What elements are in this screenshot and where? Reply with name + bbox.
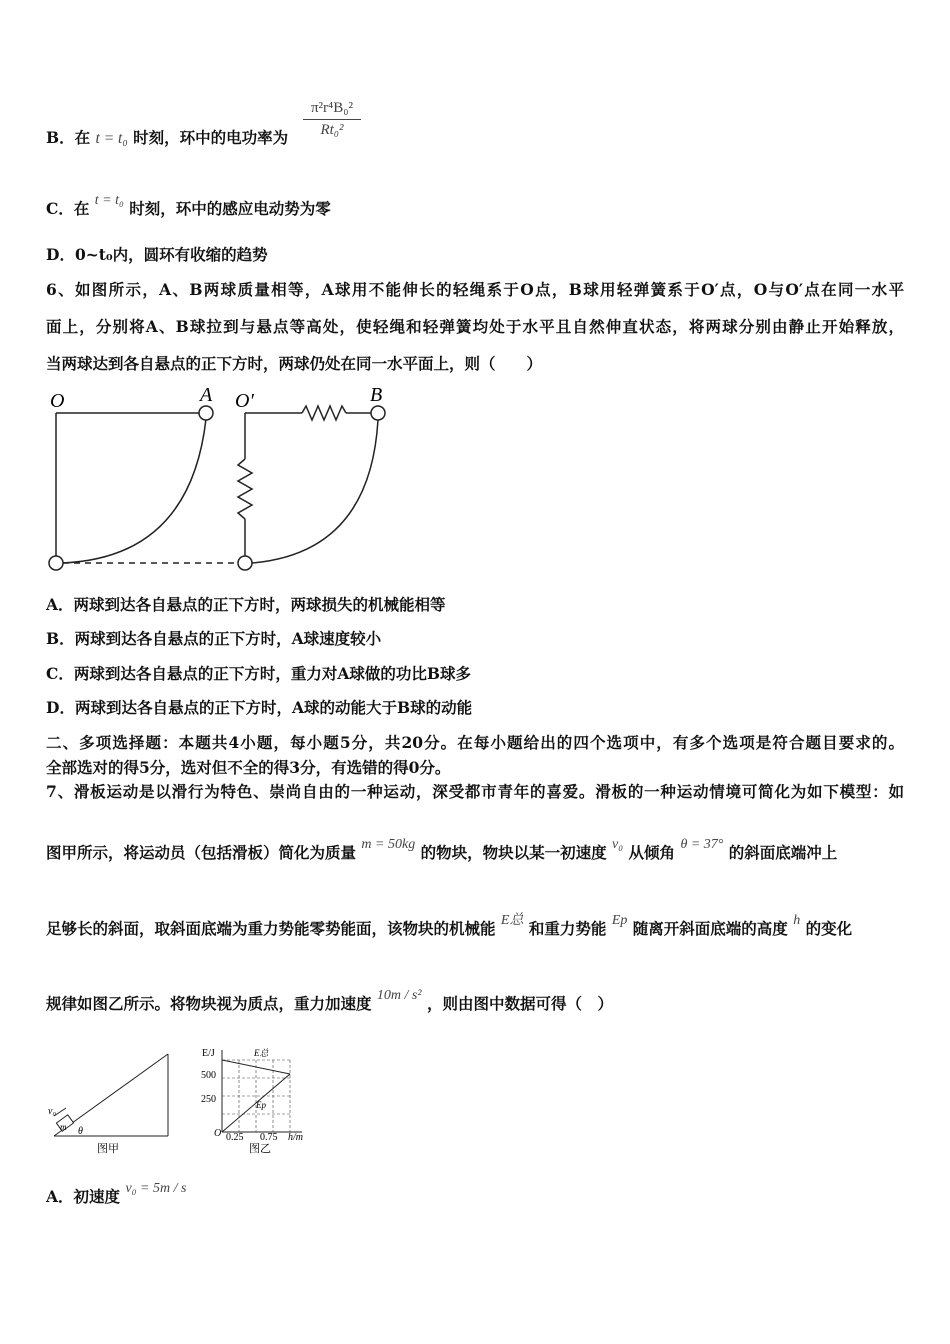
ball-a-start	[199, 406, 213, 420]
e-total-math: E总	[500, 913, 524, 928]
q6-option-c: C．两球到达各自悬点的正下方时，重力对A球做的功比B球多	[46, 664, 471, 683]
figure-yi-caption: 图乙	[249, 1143, 271, 1155]
y-axis-label: E/J	[202, 1048, 215, 1059]
q6-option-a: A．两球到达各自悬点的正下方时，两球损失的机械能相等	[46, 595, 446, 614]
theta-math: θ = 37°	[680, 837, 724, 852]
x-axis-label: h/m	[288, 1132, 303, 1143]
v0-math: v₀	[612, 837, 624, 852]
label-o-prime: O′	[235, 390, 254, 412]
ball-b-start	[371, 406, 385, 420]
label-b: B	[370, 384, 383, 406]
ball-b-trajectory	[252, 420, 378, 563]
gravity-math: 10m / s²	[376, 988, 422, 1003]
ep-label: Ep	[256, 1100, 266, 1110]
ball-a-end	[49, 556, 63, 570]
q7-figure-jia	[44, 1050, 174, 1155]
q6-stem-line2: 面上，分别将A、B球拉到与悬点等高处，使轻绳和轻弹簧均处于水平且自然伸直状态，将两球分别由静止开始释放，	[46, 317, 904, 336]
q5-option-b: B．在 t = t₀ 时刻，环中的电功率为	[46, 128, 289, 147]
q6-stem-line1: 6、如图所示，A、B两球质量相等，A球用不能伸长的轻绳系于O点，B球用轻弹簧系于O′点，O与O′点在同一水平	[46, 280, 904, 299]
section2-heading: 二、多项选择题：本题共4小题，每小题5分，共20分。在每小题给出的四个选项中，有多个选项是符合题目要求的。	[46, 733, 904, 752]
grid	[222, 1060, 290, 1132]
y-tick-250: 250	[201, 1094, 216, 1105]
section2-scoring: 全部选对的得5分，选对但不全的得3分，有选错的得0分。	[46, 758, 451, 777]
incline-angle: θ	[78, 1126, 83, 1137]
e-total-label: E总	[254, 1048, 269, 1058]
y-tick-500: 500	[201, 1070, 216, 1081]
q7-figure-yi	[198, 1040, 318, 1155]
q7-stem-line4: 规律如图乙所示。将物块视为质点，重力加速度 10m / s² ，则由图中数据可得（ ）	[46, 988, 613, 1013]
q7-stem-line1: 7、滑板运动是以滑行为特色、崇尚自由的一种运动，深受都市青年的喜爱。滑板的一种运动情境可简化为如下模型：如	[46, 782, 904, 801]
figure-jia-caption: 图甲	[97, 1143, 119, 1155]
option-a-math: v₀ = 5m / s	[125, 1181, 187, 1196]
q7-option-a: A．初速度 v₀ = 5m / s	[46, 1181, 187, 1206]
h-math: h	[793, 913, 801, 928]
q6-figure	[40, 383, 400, 578]
mass-math: m = 50kg	[361, 837, 416, 852]
label-a: A	[200, 384, 213, 406]
q5-b-math: t = t₀	[95, 130, 128, 147]
q6-option-d: D．两球到达各自悬点的正下方时，A球的动能大于B球的动能	[46, 698, 473, 717]
ball-b-end	[238, 556, 252, 570]
q5-option-d: D．0~t₀内，圆环有收缩的趋势	[46, 245, 268, 264]
fraction-numerator: π²r⁴B₀²	[303, 100, 361, 120]
fraction-denominator: Rt₀²	[320, 122, 344, 138]
q7-stem-line2: 图甲所示，将运动员（包括滑板）简化为质量 m = 50kg 的物块，物块以某一初速度 v₀ 从倾角 θ = 37° 的斜面底端冲上	[46, 837, 838, 862]
x-tick-0-25: 0.25	[226, 1132, 244, 1143]
block-v0: v₀	[48, 1106, 56, 1117]
q7-stem-line3: 足够长的斜面，取斜面底端为重力势能零势能面，该物块的机械能 E总 和重力势能 Ep 随离开斜面底端的高度 h 的变化	[46, 913, 853, 938]
x-tick-0-75: 0.75	[260, 1132, 278, 1143]
block-m: m	[60, 1122, 67, 1132]
spring-horizontal	[302, 406, 346, 420]
q5-c-math: t = t₀	[94, 193, 124, 208]
q6-stem-line3: 当两球达到各自悬点的正下方时，两球仍处在同一水平面上，则（ ）	[46, 354, 543, 373]
q5-option-c: C．在 t = t₀ 时刻，环中的感应电动势为零	[46, 193, 331, 218]
origin-label: O	[214, 1128, 222, 1139]
spring-vertical	[238, 459, 252, 519]
label-o: O	[50, 390, 65, 412]
power-fraction	[303, 100, 361, 139]
q6-option-b: B．两球到达各自悬点的正下方时，A球速度较小	[46, 629, 382, 648]
ep-math: Ep	[611, 913, 628, 928]
ball-a-trajectory	[62, 419, 206, 563]
